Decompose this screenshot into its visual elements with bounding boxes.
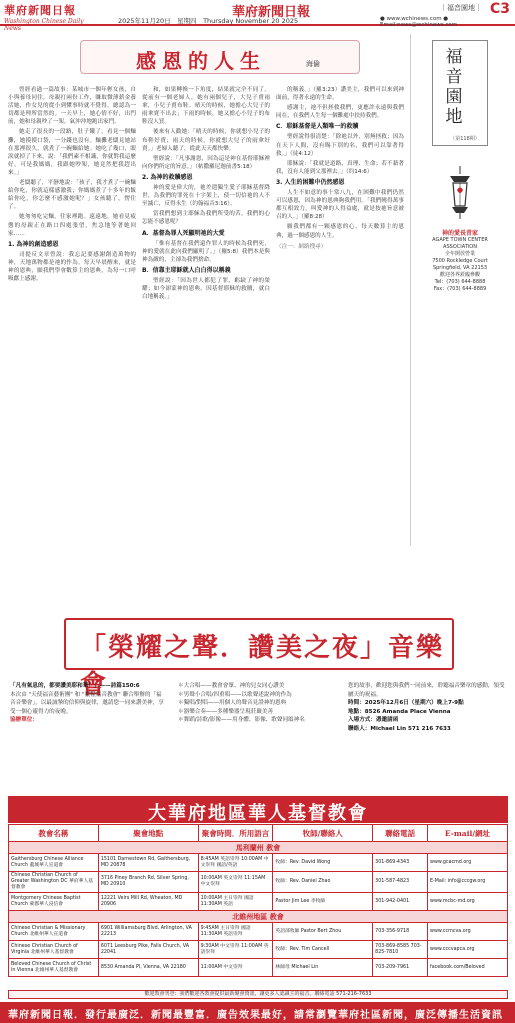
column-header-location: 聚會地點 bbox=[98, 825, 198, 842]
service-time: 9:45AM 主日崇拜 國語 11:30AM 英語崇拜 bbox=[198, 923, 273, 941]
sponsor-name: 神的愛長青家 bbox=[441, 230, 478, 237]
church-phone[interactable]: 703-209-7961 bbox=[373, 959, 428, 977]
sponsor-info bbox=[416, 230, 504, 293]
church-website[interactable]: www.mcbc-md.org bbox=[428, 893, 508, 911]
section-heading: B．信靠主耶穌就人白白得以稱義 bbox=[142, 266, 231, 274]
directory-note: 歡迎教會刊登：我們歡迎各教會提供最新聚會資訊，讓更多人認識主的福音。聯絡電話 571-216-7633 bbox=[8, 990, 508, 999]
section-heading: 1. 為神的創造感恩 bbox=[8, 240, 59, 248]
church-name: Chinese Christian Church of Greater Washington DC 華府華人基督教會 bbox=[9, 872, 99, 893]
paragraph: 後來有人勸她：「晴天的時候，你就想小兒子的布鞋好賣；雨天的時候，你就想大兒子的雨傘好賣。」老婦人聽了，從此天天都快樂。 bbox=[142, 129, 270, 152]
church-phone[interactable]: 703-356-9718 bbox=[373, 923, 428, 941]
sponsor-line: 全年開放營業 bbox=[444, 251, 475, 257]
program-item: ＊舞蹈/詩歌/影像——用身體、影像、歌聲同頌神名 bbox=[178, 717, 305, 723]
church-address: 6901 Williamsburg Blvd, Arlington, VA 22213 bbox=[98, 923, 198, 941]
church-phone[interactable]: 301-942-0401 bbox=[373, 893, 428, 911]
article-headline-box bbox=[80, 40, 360, 74]
church-website[interactable]: www.gcacmd.org bbox=[428, 854, 508, 872]
sponsor-line: ASSOCIATION bbox=[443, 244, 477, 250]
church-address: 15101 Darnestown Rd, Gaithersburg, MD 20878 bbox=[98, 854, 198, 872]
section-title: 福音園地 bbox=[445, 47, 463, 127]
pastor-contact: 牧師：Rev. Daniel Zhao bbox=[273, 872, 373, 893]
table-row bbox=[9, 854, 508, 872]
sponsor-line: AGAPE TOWN CENTER bbox=[432, 237, 488, 243]
paragraph: 聖經說：「因為世人都犯了罪，虧缺了神的榮耀；如今卻蒙神的恩典，因基督耶穌的救贖，就白白地稱義。」 bbox=[142, 277, 270, 301]
column-header-time: 聚會時間．所用語言 bbox=[198, 825, 273, 842]
logo-english: Washington Chinese Daily News bbox=[4, 18, 84, 32]
church-address: 12221 Veirs Mill Rd, Wheaton, MD 20906 bbox=[98, 893, 198, 911]
paragraph: 感謝主，祂不但拯救我們，更應許永遠與我們同在，在我們人生每一個難處中扶持我們。 bbox=[276, 105, 404, 120]
church-directory-table bbox=[8, 824, 508, 977]
church-address: 3716 Piney Branch Rd, Silver Spring, MD 20910 bbox=[98, 872, 198, 893]
sponsor-line: 7500 Rockledge Court bbox=[432, 258, 488, 264]
issue-date: 2025年11月20日 星期四 Thursday November 20 2025 bbox=[118, 17, 299, 25]
church-name: Chinese Christian Church of Virginia 北維州華人基督教會 bbox=[9, 941, 99, 959]
table-row bbox=[9, 872, 508, 893]
table-row bbox=[9, 959, 508, 977]
sidebar bbox=[410, 34, 510, 546]
article-column-2 bbox=[142, 86, 270, 548]
article-column-3 bbox=[276, 86, 404, 548]
service-time: 9:30AM 中文崇拜 11:00AM 英語崇拜 bbox=[198, 941, 273, 959]
lantern-icon bbox=[442, 166, 478, 220]
scripture-quote: 「凡有氣息的，都要讚美耶和華！」——詩篇150:6 bbox=[10, 683, 140, 689]
directory-header bbox=[8, 796, 508, 823]
sponsor-fax: Fax：(703) 644-8889 bbox=[433, 286, 487, 292]
column-header-church: 教會名稱 bbox=[9, 825, 99, 842]
invitation-text: 您的故事，歡迎您與我們一同前來，聆聽福音樂章的感動，領受屬天的祝福。 bbox=[348, 683, 505, 698]
footer-slogan: 華府新聞日報．發行最廣泛．新聞最豐富．廣告效果最好，請常瀏覽華府社區新聞，廣泛傳播生活資訊 bbox=[8, 1010, 503, 1021]
masthead-title: 華府新聞日報 bbox=[232, 5, 311, 20]
paragraph: 司提反文章曾說：我忘記要感謝創造萬物的神，天地萬物都是祂的作為。每天早晨醒來，就是神的恩典，願我們學會數算主的恩典，為每一口呼吸獻上感謝。 bbox=[8, 251, 136, 283]
program-item: ＊器樂合奏——多種樂器呈現莊嚴美善 bbox=[178, 708, 274, 715]
church-name: Montgomery Chinese Baptist Church 蒙郡華人浸信會 bbox=[9, 893, 99, 911]
sponsor-line: Springfield, VA 22153 bbox=[432, 265, 488, 271]
paragraph: 耶穌說：「我就是道路、真理、生命；若不藉著我，沒有人能到父那裡去。」（約14:6） bbox=[276, 160, 404, 175]
church-name: Gaithersburg Chinese Alliance Church 蓋城華人宣道會 bbox=[9, 854, 99, 872]
region-label: 北維州地區 教會 bbox=[9, 911, 508, 923]
pastor-contact: Pastor Jim Lee 李牧師 bbox=[273, 893, 373, 911]
pastor-contact: 牧師：Rev. David Wong bbox=[273, 854, 373, 872]
logo-chinese: 華府新聞日報 bbox=[4, 4, 76, 17]
paragraph: 她匆匆吃完麵，往家裡跑。遠遠地，她看見疲憊的母親正在路口四處張望，焦急地等著她回家…… bbox=[8, 214, 136, 237]
paragraph: 和，如果轉換一下角度，結果就完全不同了。從前有一個老婦人，她有兩個兒子，大兒子賣雨傘，小兒子賣布鞋。晴天的時候，她擔心大兒子的雨傘賣不出去；下雨的時候，她又擔心小兒子的布鞋沒人買。 bbox=[142, 87, 270, 126]
article-title: 感恩的人生 bbox=[136, 49, 266, 73]
paragraph: 聖經說：「凡事謝恩，因為這是神在基督耶穌裡向你們所定的旨意。」（帖撒羅尼迦前書5:18） bbox=[142, 155, 270, 170]
footnote: （注一：網路搜尋） bbox=[276, 243, 327, 250]
paragraph: 的稱義。」（羅3:23）讚美主，我們可以來到神面前，得著永遠的生命。 bbox=[276, 87, 404, 102]
event-location: 地點：8526 Amanda Place Vienna bbox=[348, 708, 451, 715]
directory-title: 大華府地區華人基督教會 bbox=[148, 803, 368, 824]
concert-intro bbox=[10, 682, 166, 725]
event-contact: 聯絡人：Michael Lin 571 216 7633 bbox=[348, 725, 451, 732]
footer-banner bbox=[0, 1002, 515, 1023]
paragraph: 人生不如意的事十常八九，在困難中我們仍然可以感恩，因為神的恩典夠我們用。「我們曉得萬事都互相效力，叫愛神的人得益處，就是按祂旨意被召的人。」（羅8:28） bbox=[276, 190, 404, 221]
paragraph: 老闆聽了，平靜地說：「孩子，我才煮了一碗麵給你吃，你就這樣感激我；你媽媽煮了十多年的飯給你吃，你怎麼不感激她呢？」女孩聽了，愣住了。 bbox=[8, 180, 136, 211]
program-item: ＊男聲小合唱/四重唱——以歌聲述說神的作為 bbox=[178, 691, 292, 698]
service-time: 10:00AM 英文崇拜 11:15AM 中文崇拜 bbox=[198, 872, 273, 893]
article-author: 海倫 bbox=[306, 60, 320, 68]
table-row bbox=[9, 941, 508, 959]
concert-details bbox=[348, 682, 510, 733]
admission: 入場方式：憑邀請函 bbox=[348, 717, 399, 723]
table-row bbox=[9, 923, 508, 941]
program-item: ＊獨唱/對唱——用個人的聲音見證神的恩典 bbox=[178, 700, 287, 706]
table-row bbox=[9, 893, 508, 911]
newspaper-logo[interactable] bbox=[4, 2, 102, 32]
paragraph: 「惟有基督在我們還作罪人的時候為我們死，神的愛就在此向我們顯明了。」（羅5:8）我們本是與神為敵的，主卻為我們捨命。 bbox=[142, 240, 270, 263]
church-name: Chinese Christian & Missionary Church 北維州華人宣道會 bbox=[9, 923, 99, 941]
contact-line[interactable]: ● www.wchinews.com ● Email:news@wchinews.com bbox=[380, 16, 458, 28]
church-phone[interactable]: 301-587-4823 bbox=[373, 872, 428, 893]
church-website[interactable]: www.cccvapca.org bbox=[428, 941, 508, 959]
church-phone[interactable]: 703-869-8585 703-825-7810 bbox=[373, 941, 428, 959]
paragraph: 曾經看過一篇故事：某城市一個年輕女孩，自小與養母同住，母親打兩份工作，賺取微薄薪金養活她，作女兒的從小到懂事時就不覺得，總認為一切都是理所當然的。一天早上，她心情不好，出門前，她和母親吵了一架，氣沖沖地跑出家門。 bbox=[8, 87, 136, 126]
sponsor-line: 歡迎各界蒞臨參觀 bbox=[439, 272, 480, 278]
section-title-box bbox=[432, 40, 488, 146]
church-phone[interactable]: 301-869-4343 bbox=[373, 854, 428, 872]
service-time: 10:00AM 主日崇拜 國語 11:30AM 英語 bbox=[198, 893, 273, 911]
paragraph: 她走了很長的一段路，肚子餓了，看見一個麵攤，她摸摸口袋，一分錢也沒有。麵攤老闆見她站在那裡很久，就煮了一碗麵給她。她吃了幾口，眼淚就掉了下來，說：「我們素不相識，你就對我這麼好，可是我媽媽，我跟她吵架，她竟然把我趕出來。」 bbox=[8, 129, 136, 176]
concert-description: 本次由 "天使福音藝術團" 和 "靈糧福音教會" 聯合舉辦的「福音音樂會」，以最誠摯的信仰與旋律，邀請您一同來讚美神，享受一個心靈得力的夜晚。 bbox=[10, 691, 164, 715]
concert-title: 「榮耀之聲．讚美之夜」音樂會 bbox=[80, 633, 445, 700]
region-row-northern-virginia bbox=[9, 911, 508, 923]
column-header-pastor: 牧師/聯絡人 bbox=[273, 825, 373, 842]
pastor-contact: 林師母 Michael Lin bbox=[273, 959, 373, 977]
service-time: 11:00AM 中文崇拜 bbox=[198, 959, 273, 977]
section-heading: 2. 為神的救贖感恩 bbox=[142, 173, 193, 181]
church-address: 8530 Amanda Pl, Vienna, VA 22180 bbox=[98, 959, 198, 977]
paragraph: 願我們都有一顆感恩的心，每天數算主的恩典，過一個感恩的人生。 bbox=[276, 224, 404, 239]
paragraph: 當我們想到主耶穌為我們所受的苦，我們的心怎能不感恩呢？ bbox=[142, 211, 270, 226]
issue-number: （第118期） bbox=[450, 136, 480, 142]
event-time: 時間：2025年12月6日（星期六）晚上7-9點 bbox=[348, 700, 464, 706]
sponsor-phone: Tel：(703) 644-8888 bbox=[434, 279, 486, 285]
section-heading: 3. 人生的困難中仍然感恩 bbox=[276, 178, 345, 186]
section-label: ｜福音園地｜ bbox=[440, 4, 482, 12]
church-address: 6071 Leesburg Pike, Falls Church, VA 22041 bbox=[98, 941, 198, 959]
program-item: ＊大合唱——教會會眾、神的兒女同心讚美 bbox=[178, 683, 285, 689]
paragraph: 神的愛是偉大的，祂差遣獨生愛子耶穌基督降世，為我們的罪死在十字架上，使一切信祂的人不至滅亡，反得永生（約翰福音3:16）。 bbox=[142, 185, 270, 208]
table-header-row bbox=[9, 825, 508, 842]
pastor-contact: 英語部牧師 Pastor Bert Zhou bbox=[273, 923, 373, 941]
church-name: Beloved Chinese Church of Christ in Vienna 北維州華人基督教會 bbox=[9, 959, 99, 977]
section-heading: C．耶穌基督是人類唯一的救贖 bbox=[276, 123, 359, 131]
paragraph: 聖經說得很清楚：「除祂以外，別無拯救；因為在天下人間，沒有賜下別的名，我們可以靠著得救。」（徒4:12） bbox=[276, 134, 404, 157]
column-header-email: E-mail/網址 bbox=[428, 825, 508, 842]
church-website[interactable]: facebook.com/Beloved bbox=[428, 959, 508, 977]
church-website[interactable]: www.ccmcva.org bbox=[428, 923, 508, 941]
service-time: 8:45AM 英語崇拜 10:00AM 中文崇拜 國語/英語 bbox=[198, 854, 273, 872]
region-label: 馬利蘭州 教會 bbox=[9, 842, 508, 854]
organizer-label: 協辦單位： bbox=[10, 717, 38, 723]
pastor-contact: 牧師：Rev. Tim Cancell bbox=[273, 941, 373, 959]
church-website[interactable]: E-Mail: info@cccgw.org bbox=[428, 872, 508, 893]
section-heading: A．基督為罪人死顯明祂的大愛 bbox=[142, 229, 225, 237]
masthead bbox=[0, 0, 515, 32]
column-header-phone: 聯絡電話 bbox=[373, 825, 428, 842]
page-number: C3 bbox=[490, 1, 511, 17]
article-column-1 bbox=[8, 86, 136, 548]
region-row-maryland bbox=[9, 842, 508, 854]
concert-program bbox=[178, 682, 348, 725]
column-divider bbox=[410, 34, 411, 546]
